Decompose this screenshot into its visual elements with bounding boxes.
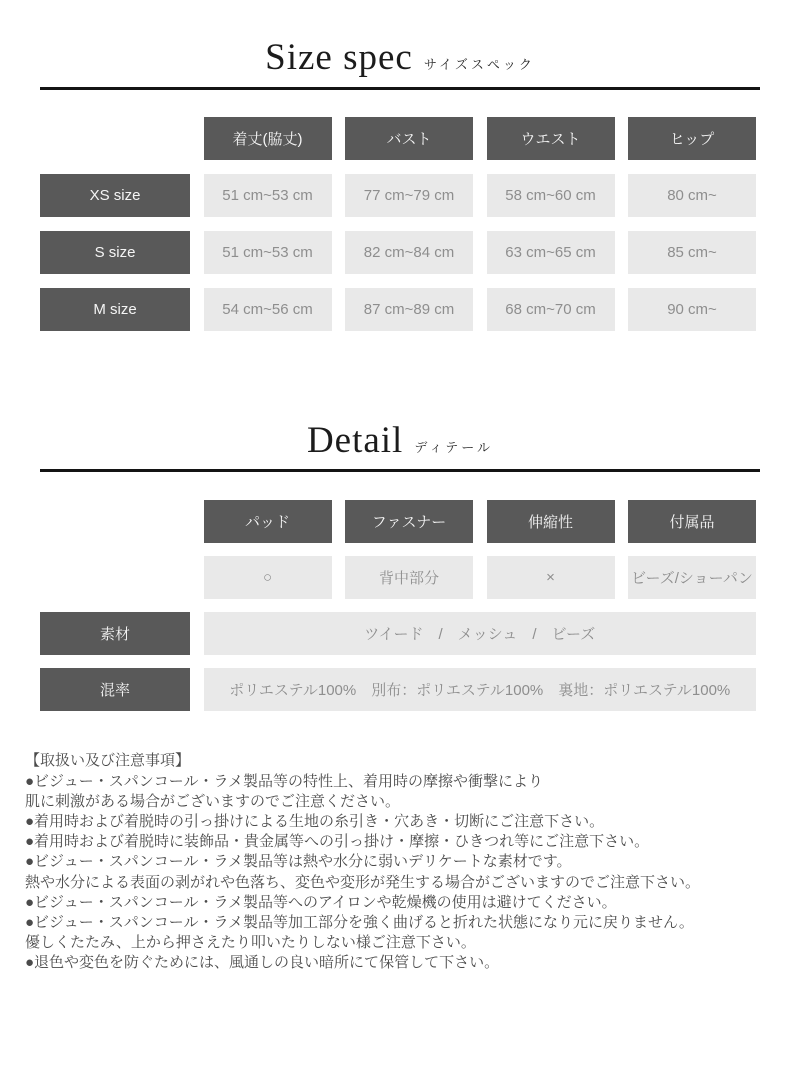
size-spec-divider — [40, 87, 760, 90]
size-row-label-s: S size — [40, 231, 190, 274]
size-cell: 63 cm~65 cm — [487, 231, 615, 274]
detail-value-row-spacer — [40, 556, 190, 599]
blend-row-value: ポリエステル100% 別布：ポリエステル100% 裏地：ポリエステル100% — [204, 668, 757, 711]
size-row-label-xs: XS size — [40, 174, 190, 217]
detail-cell-fastener: 背中部分 — [345, 556, 473, 599]
detail-title — [0, 331, 800, 462]
material-row-value: ツイード / メッシュ / ビーズ — [204, 612, 757, 655]
size-spec-title-ja: サイズスペック — [423, 57, 535, 72]
detail-col-header-pad: パッド — [204, 500, 332, 543]
notes-line: ●退色や変色を防ぐためには、風通しの良い暗所にて保管して下さい。 — [25, 954, 500, 972]
detail-table-corner-spacer — [40, 500, 190, 543]
detail-cell-accessory: ビーズ/ショーパン — [628, 556, 756, 599]
size-col-header-hip: ヒップ — [628, 117, 756, 160]
size-cell: 85 cm~ — [628, 231, 756, 274]
blend-row-label: 混率 — [40, 668, 190, 711]
notes-line: ●ビジュー・スパンコール・ラメ製品等は熱や水分に弱いデリケートな素材です。 — [25, 853, 572, 871]
detail-title-en: Detail — [306, 419, 404, 461]
size-cell: 51 cm~53 cm — [204, 231, 332, 274]
size-cell: 54 cm~56 cm — [204, 288, 332, 331]
care-notes — [25, 751, 780, 973]
detail-table — [40, 500, 800, 711]
size-col-header-bust: バスト — [345, 117, 473, 160]
size-cell: 58 cm~60 cm — [487, 174, 615, 217]
size-cell: 80 cm~ — [628, 174, 756, 217]
notes-line: ●着用時および着脱時に装飾品・貴金属等への引っ掛け・摩擦・ひきつれ等にご注意下さい。 — [25, 833, 650, 851]
size-cell: 90 cm~ — [628, 288, 756, 331]
notes-line: ●ビジュー・スパンコール・ラメ製品等加工部分を強く曲げると折れた状態になり元に戻りません。 — [25, 914, 694, 931]
notes-line: 優しくたたみ、上から押さえたり叩いたりしない様ご注意下さい。 — [25, 934, 476, 952]
size-col-header-waist: ウエスト — [487, 117, 615, 160]
detail-col-header-stretch: 伸縮性 — [487, 500, 615, 543]
size-cell: 87 cm~89 cm — [345, 288, 473, 331]
size-spec-table — [40, 117, 800, 331]
size-row-label-m: M size — [40, 288, 190, 331]
notes-line: 熱や水分による表面の剥がれや色落ち、変色や変形が発生する場合がございますのでご注意下さい。 — [25, 873, 701, 891]
detail-col-header-fastener: ファスナー — [345, 500, 473, 543]
notes-heading: 【取扱い及び注意事項】 — [25, 752, 191, 770]
notes-line: ●ビジュー・スパンコール・ラメ製品等へのアイロンや乾燥機の使用は避けてください。 — [25, 893, 617, 911]
size-cell: 77 cm~79 cm — [345, 174, 473, 217]
size-spec-title — [0, 0, 800, 79]
detail-cell-pad: ○ — [204, 556, 332, 599]
detail-title-ja: ディテール — [414, 439, 494, 455]
size-cell: 82 cm~84 cm — [345, 231, 473, 274]
size-cell: 51 cm~53 cm — [204, 174, 332, 217]
size-cell: 68 cm~70 cm — [487, 288, 615, 331]
size-spec-title-en: Size spec — [265, 37, 413, 78]
detail-divider — [40, 469, 760, 472]
detail-cell-stretch: × — [487, 556, 615, 599]
size-table-corner-spacer — [40, 117, 190, 160]
notes-line: 肌に刺激がある場合がございますのでご注意ください。 — [25, 792, 401, 810]
detail-col-header-accessory: 付属品 — [628, 500, 756, 543]
notes-line: ●着用時および着脱時の引っ掛けによる生地の糸引き・穴あき・切断にご注意下さい。 — [25, 812, 605, 830]
notes-line: ●ビジュー・スパンコール・ラメ製品等の特性上、着用時の摩擦や衝撃により — [25, 772, 544, 790]
material-row-label: 素材 — [40, 612, 190, 655]
size-col-header-length: 着丈(脇丈) — [204, 117, 332, 160]
